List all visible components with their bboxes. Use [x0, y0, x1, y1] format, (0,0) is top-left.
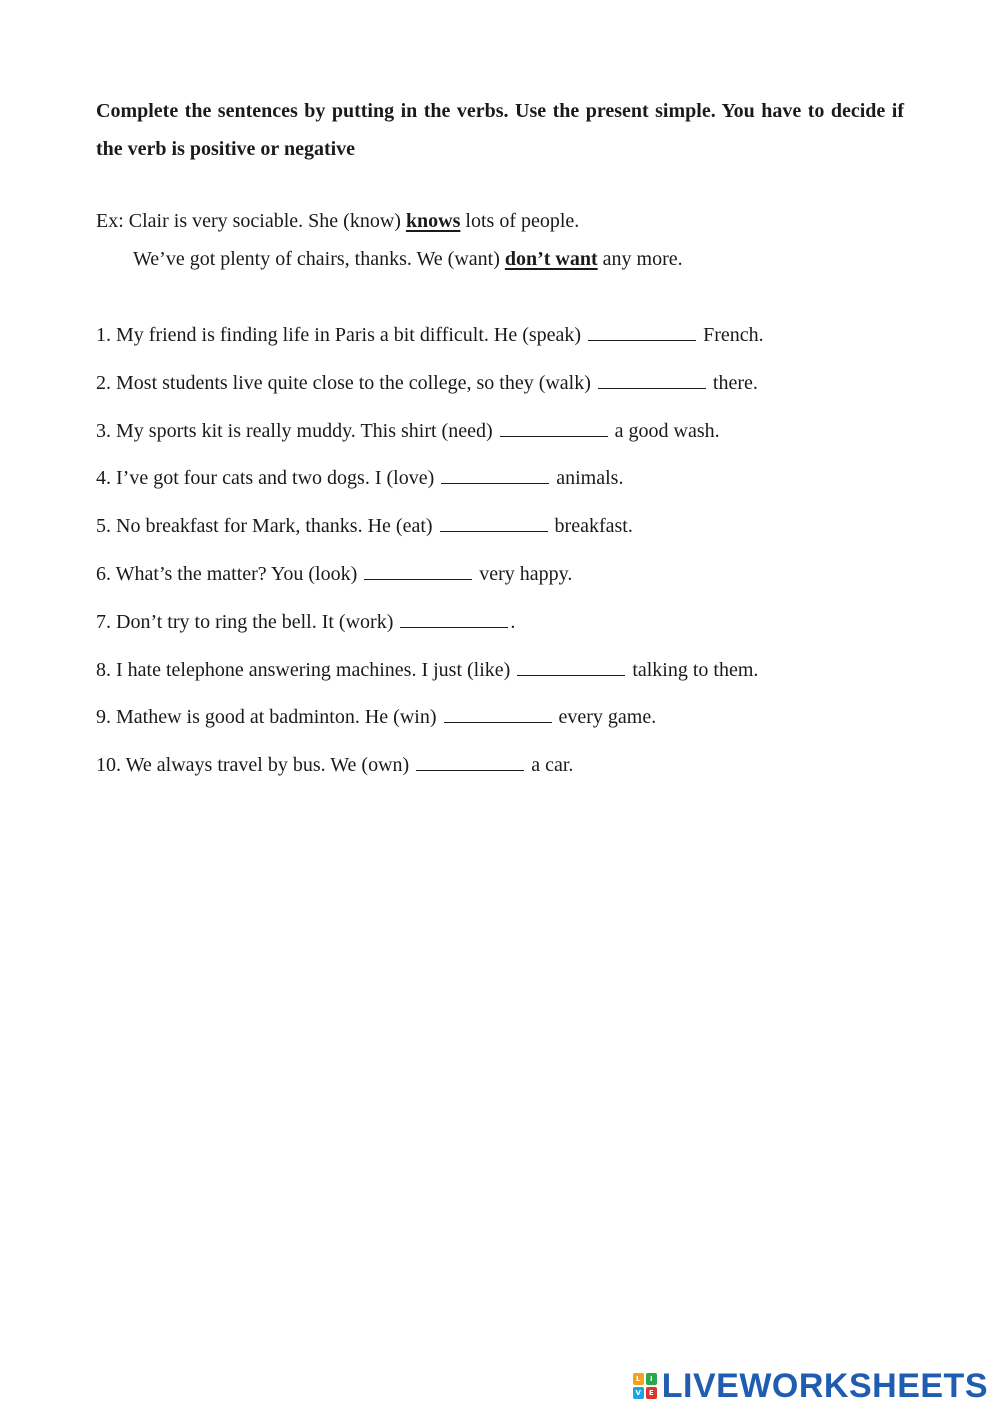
exercise-text: there.: [707, 371, 758, 394]
exercise-item: [96, 607, 764, 655]
exercise-text: 5. No breakfast for Mark, thanks. He (eat): [96, 515, 438, 538]
exercise-item: [96, 702, 764, 750]
exercise-text: a good wash.: [609, 419, 720, 442]
example-answer: don’t want: [504, 248, 598, 270]
example-text: Ex: Clair is very sociable. She (know): [96, 210, 406, 232]
exercise-text: 6. What’s the matter? You (look): [96, 562, 363, 585]
answer-blank[interactable]: [400, 607, 508, 628]
example-answer: knows: [405, 210, 461, 232]
logo-icon-tile: L: [633, 1373, 644, 1385]
example-text: any more.: [597, 248, 683, 270]
exercise-text: French.: [698, 324, 764, 346]
answer-blank[interactable]: [416, 750, 524, 771]
answer-blank[interactable]: [444, 702, 552, 723]
example-line-2: [133, 245, 683, 273]
answer-blank[interactable]: [440, 511, 548, 532]
exercise-text: animals.: [551, 467, 624, 490]
exercise-text: 3. My sports kit is really muddy. This shirt (need): [96, 419, 498, 442]
exercise-text: 10. We always travel by bus. We (own): [96, 754, 415, 777]
exercise-item: [96, 511, 764, 559]
exercise-text: 1. My friend is finding life in Paris a bit difficult. He (speak): [96, 324, 587, 346]
logo-icon-tile: V: [633, 1387, 644, 1399]
exercise-list: [96, 320, 764, 798]
liveworksheets-logo-icon: [633, 1373, 657, 1399]
logo-icon-tile: I: [646, 1373, 657, 1385]
exercise-text: breakfast.: [549, 515, 633, 538]
exercise-text: 2. Most students live quite close to the college, so they (walk): [96, 371, 596, 394]
exercise-item: [96, 463, 764, 511]
example-text: lots of people.: [460, 210, 580, 232]
example-line-1: [96, 207, 579, 235]
logo-icon-tile: E: [646, 1387, 657, 1399]
exercise-item: [96, 416, 764, 464]
answer-blank[interactable]: [588, 320, 696, 341]
exercise-text: talking to them.: [627, 658, 759, 681]
exercise-text: 9. Mathew is good at badminton. He (win): [96, 706, 442, 729]
answer-blank[interactable]: [441, 463, 549, 484]
exercise-text: very happy.: [474, 562, 573, 585]
exercise-item: [96, 559, 764, 607]
answer-blank[interactable]: [364, 559, 472, 580]
answer-blank[interactable]: [500, 416, 608, 437]
liveworksheets-logo: [633, 1368, 988, 1404]
exercise-text: every game.: [553, 706, 657, 729]
exercise-item: [96, 320, 764, 368]
exercise-text: 7. Don’t try to ring the bell. It (work): [96, 610, 399, 633]
exercise-text: 8. I hate telephone answering machines. I just (like): [96, 658, 516, 681]
logo-text: LIVEWORKSHEETS: [661, 1367, 988, 1405]
exercise-text: .: [510, 610, 516, 633]
exercise-text: 4. I’ve got four cats and two dogs. I (love): [96, 467, 440, 490]
exercise-item: [96, 368, 764, 416]
exercise-item: [96, 655, 764, 703]
answer-blank[interactable]: [517, 655, 625, 676]
answer-blank[interactable]: [598, 368, 706, 389]
exercise-text: a car.: [526, 754, 574, 777]
example-text: We’ve got plenty of chairs, thanks. We (want): [133, 248, 505, 270]
exercise-item: [96, 750, 764, 798]
instructions-heading: Complete the sentences by putting in the verbs. Use the present simple. You have to decide if the verb is positive or negative: [96, 100, 904, 160]
